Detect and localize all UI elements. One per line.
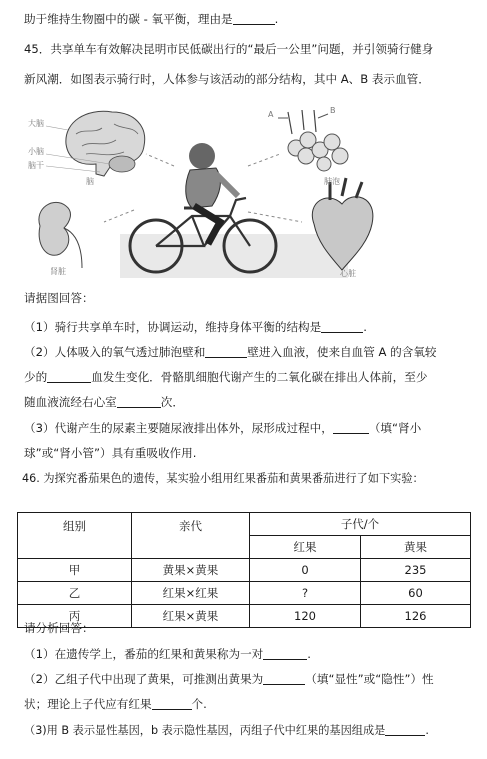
q45-sub3-line1: （3）代谢产生的尿素主要随尿液排出体外，尿形成过程中， （填“肾小 [24, 421, 422, 435]
q45-prompt: 请据图回答： [24, 291, 94, 305]
cell-red: 120 [250, 605, 361, 628]
cell-group: 甲 [18, 559, 132, 582]
cell-yellow: 126 [361, 605, 471, 628]
cell-parent: 黄果×黄果 [132, 559, 250, 582]
q46-sub2-line1: （2）乙组子代中出现了黄果，可推测出黄果为 （填“显性”或“隐性”）性 [24, 672, 434, 686]
kidney-illustration [39, 202, 82, 268]
answer-blank[interactable] [385, 724, 425, 736]
q45-intro-line1: 45．共享单车有效解决昆明市民低碳出行的“最后一公里”问题，并引领骑行健身 [24, 42, 434, 56]
cell-group: 丙 [18, 605, 132, 628]
answer-blank[interactable] [233, 13, 275, 25]
answer-blank[interactable] [152, 698, 192, 710]
answer-blank[interactable] [205, 346, 247, 358]
q46-intro: 46. 为探究番茄果色的遗传，某实验小组用红果番茄和黄果番茄进行了如下实验： [22, 472, 424, 485]
label-vessel-a: A [268, 110, 274, 119]
label-cerebrum: 大脑 [28, 119, 44, 128]
label-kidney: 肾脏 [50, 267, 66, 276]
cell-parent: 红果×黄果 [132, 605, 250, 628]
table-header-row [18, 513, 471, 536]
header-parent: 亲代 [132, 513, 250, 559]
header-group: 组别 [18, 513, 132, 559]
lung-alveoli-illustration [278, 110, 348, 171]
label-brainstem: 脑干 [28, 161, 44, 170]
label-cerebellum: 小脑 [28, 147, 44, 156]
q46-prompt: 请分析回答： [24, 621, 94, 635]
answer-blank[interactable] [321, 321, 363, 333]
q45-intro-line2: 新风潮．如图表示骑行时，人体参与该活动的部分结构，其中 A、B 表示血管． [24, 72, 430, 86]
q45-sub2-line1: （2）人体吸入的氧气透过肺泡壁和 壁进入血液，使来自血管 A 的含氧较 [24, 345, 437, 359]
header-red: 红果 [250, 536, 361, 559]
q45-sub3-line2: 球”或“肾小管”）具有重吸收作用. [24, 446, 197, 460]
q46-sub1: （1）在遗传学上，番茄的红果和黄果称为一对 . [24, 647, 311, 661]
label-heart: 心脏 [340, 269, 356, 278]
cell-red: ? [250, 582, 361, 605]
cell-parent: 红果×红果 [132, 582, 250, 605]
cell-group: 乙 [18, 582, 132, 605]
q46-sub2-line2: 状；理论上子代应有红果 个. [24, 697, 207, 711]
cell-yellow: 235 [361, 559, 471, 582]
answer-blank[interactable] [333, 422, 369, 434]
brain-illustration [46, 111, 145, 176]
figure-drawing [24, 104, 472, 282]
label-brain: 脑 [86, 177, 94, 186]
results-table [17, 512, 471, 628]
cycling-figure [24, 104, 472, 282]
q44-line: 助于维持生物圈中的碳 - 氧平衡，理由是 . [24, 12, 279, 26]
cell-yellow: 60 [361, 582, 471, 605]
answer-blank[interactable] [263, 673, 305, 685]
q45-sub2-line2: 少的 血发生变化．骨骼肌细胞代谢产生的二氧化碳在排出人体前，至少 [24, 370, 428, 384]
cell-red: 0 [250, 559, 361, 582]
label-vessel-b: B [330, 106, 336, 115]
answer-blank[interactable] [47, 371, 91, 383]
q45-sub2-line3: 随血液流经右心室 次． [24, 395, 184, 409]
label-lung: 肺泡 [324, 177, 340, 186]
q45-sub1: （1）骑行共享单车时，协调运动，维持身体平衡的结构是 . [24, 320, 367, 334]
table-row [18, 582, 471, 605]
answer-blank[interactable] [117, 396, 161, 408]
table-row [18, 559, 471, 582]
header-offspring: 子代/个 [250, 513, 471, 536]
q46-sub3: （3)用 B 表示显性基因，b 表示隐性基因，丙组子代中红果的基因组成是 . [24, 724, 429, 737]
header-yellow: 黄果 [361, 536, 471, 559]
answer-blank[interactable] [263, 648, 307, 660]
